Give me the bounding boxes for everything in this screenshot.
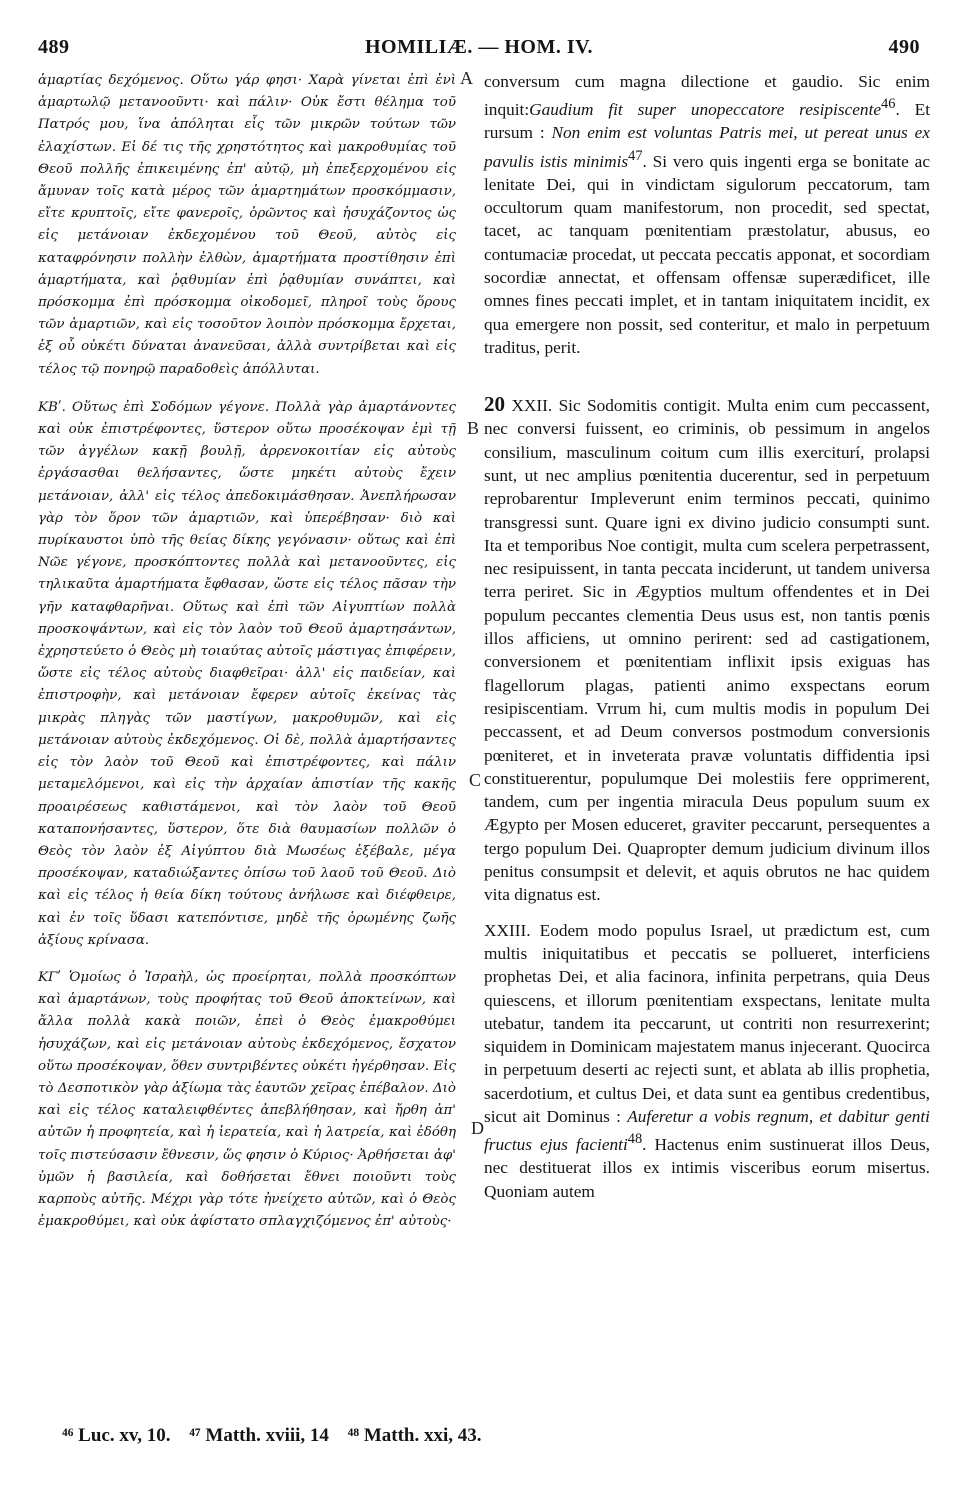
scripture-quote: Auferetur a vobis regnum, et dabitur genti fructus ejus facienti [484, 1107, 930, 1155]
footnote-46: ⁴⁶ Luc. xv, 10. [62, 1425, 171, 1446]
latin-text: . Et rursum : [484, 100, 930, 143]
margin-letter-d: D [471, 1118, 484, 1138]
running-header [38, 36, 920, 60]
latin-paragraph-1 [484, 70, 930, 359]
footnote-48: ⁴⁸ Matth. xxi, 43. [347, 1425, 482, 1446]
latin-paragraph-22 [484, 393, 930, 907]
latin-text: XXII. Sic Sodomitis contigit. Multa enim cum peccassent, nec conversi fuissent, eo criminis, ob pessimum in angelos consilium, masculinum coitum cum illis exerciturí, prolapsi sunt, ut nec amplius pœnitentia ducerentur, sed in perpetuum reprobarentur Impleverunt enim terminos peccati, quinimo transgressi sunt. Quare igni ex divino judicio consumpti sunt. Ita et temporibus Noe contigit, multa cum scelera perpetrassent, nec resipuissent, in tanta peccata inciderunt, ut tandem universa terra periret. Sic in Ægyptios multum offendentes et in Dei populum peccantes clementia Deus usus est, non tantis pœnis illos afficiens, ut omnino perirent: sed ad castigationem, conversionem et pœnitentiam inflixit ipsis exiguas has flagellorum plagas, patienti animo exspectans eorum resipiscentiam. Vrrum hi, cum multis modis in populum Dei peccassent, et ad Deum conversos postmodum conversionis pœniteret, et in inveterata pravæ voluntatis diffidentia ipsi constituerentur, populumque Dei molestiis fere opprimerent, tandem, cum per ingentia miracula Deus populum suum ex Ægypto per Mosen educeret, graviter peccarunt, persequentes a tergo populum Dei. Quapropter demum judicium divinum illos penitus consumpsit et delevit, et aquis obrutos ne hac quidem vita dignatus est. [484, 396, 930, 905]
margin-letter-a: A [460, 68, 473, 88]
greek-paragraph-23: ΚΓʹ Ὁμοίως ὁ Ἰσραὴλ, ὡς προείρηται, πολλὰ προσκόπτων καὶ ἁμαρτάνων, τοὺς προφήτας τοῦ Θεοῦ ἀποκτείνων, καὶ ἄλλα πολλὰ κακὰ ποιῶν, ἐπεὶ ὁ Θεὸς ἐμακροθύμει ἡσυχάζων, καὶ εἰς μετάνοιαν αὐτοὺς ἐκδεχόμενος, ἔσχατον οὕτω προσέκοψαν, ὅθεν συντριβέντες οὐκέτι ἠγέρθησαν. Εἰς τὸ Δεσποτικὸν γὰρ ἀξίωμα τὰς ἑαυτῶν χεῖρας ἐπέβαλον. Διὸ καὶ εἰς τέλος καταλειφθέντες ἀπεβλήθησαν, καὶ ἤρθη ἀπ' αὐτῶν ἡ προφητεία, καὶ ἡ ἱερατεία, καὶ ἡ λατρεία, καὶ ἐδόθη τοῖς πιστεύσασιν ἔθνεσιν, ὥς φησιν ὁ Κύριος· Ἀρθήσεται ἀφ' ὑμῶν ἡ βασιλεία, καὶ δοθήσεται ἔθνει ποιοῦντι τοὺς καρποὺς αὐτῆς. Μέχρι γὰρ τότε ἠνείχετο αὐτῶν, καὶ ὁ Θεὸς ἐμακροθύμει, καὶ οὐκ ἀφίστατο σπλαγχιζόμενος ἐπ' αὐτοὺς· [38, 969, 456, 1230]
page-number-left: 489 [38, 36, 70, 58]
scripture-quote: Non enim est voluntas Patris mei, ut pereat unus ex pavulis istis minimis [484, 123, 930, 171]
footnote-ref: 47 [628, 147, 643, 164]
page-number-right: 490 [888, 36, 920, 58]
latin-column [484, 70, 930, 1203]
latin-paragraph-23 [484, 919, 930, 1203]
footnote-ref: 48 [627, 1131, 643, 1148]
footnote-47: ⁴⁷ Matth. xviii, 14 [189, 1425, 329, 1446]
scripture-quote: Gaudium fit super unopeccatore resipiscente [529, 100, 882, 120]
section-number: 20 [484, 392, 505, 417]
greek-column [38, 70, 456, 1233]
running-title: HOMILIÆ. — HOM. IV. [364, 36, 594, 58]
margin-letter-b: B [467, 418, 480, 438]
latin-text: . Hactenus enim sustinuerat illos Deus, nec destituerat illos ex intimis visceribus eorum misertus. Quoniam autem [484, 1135, 930, 1201]
footnote-ref: 46 [881, 96, 896, 113]
margin-letter-c: C [469, 770, 482, 790]
greek-paragraph-1: ἁμαρτίας δεχόμενος. Οὕτω γάρ φησι· Χαρὰ γίνεται ἐπὶ ἑνὶ ἁμαρτωλῷ μετανοοῦντι· καὶ πάλιν· Οὐκ ἔστι θέλημα τοῦ Πατρός μου, ἵνα ἀπόληται εἷς τῶν μικρῶν τούτων τῶν ἐλαχίστων. Εἰ δέ τις τῆς χρηστότητος καὶ μακροθυμίας τοῦ Θεοῦ πολλῆς ἐπικειμένης ἐπ' αὐτῷ, μὴ ἐπεξερχομένου εἰς ἄμυναν τοῖς κατὰ μέρος τῶν ἁμαρτημάτων προσκόμμασιν, εἴτε κρυπτοῖς, εἴτε φανεροῖς, ὁρῶντος καὶ ἡσυχάζοντος ὡς εἰς μετάνοιαν ἐκδεχομένου τοῦ Θεοῦ, αὐτὸς εἰς καταφρόνησιν πολλὴν ἐλθὼν, ἁμαρτήματα προστίθησιν ἐπὶ ἁμαρτήματα, καὶ ῥᾳθυμίαν ἐπὶ ῥᾳθυμίαν συνάπτει, καὶ πρόσκομμα ἐπὶ πρόσκομμα οἰκοδομεῖ, πληροῖ τοὺς ὅρους τῶν ἁμαρτιῶν, καὶ εἰς τοσοῦτον λοιπὸν πρόσκομμα ἔρχεται, ἐξ οὗ οὐκέτι δύναται ἀνανεῦσαι, ἀλλὰ συντρίβεται καὶ εἰς τέλος τῷ πονηρῷ παραδοθεὶς ἀπόλλυται. [38, 73, 456, 377]
greek-paragraph-22: ΚΒʹ. Οὕτως ἐπὶ Σοδόμων γέγονε. Πολλὰ γὰρ ἁμαρτάνοντες καὶ οὐκ ἐπιστρέφοντες, ὕστερον οὕτω προσέκοψαν ἐμὶ τῇ τῶν ἀγγέλων κακῇ βουλῇ, ἀρρενοκοιτίαν εἰς αὐτοὺς ἐργάσασθαι θελήσαντες, ὥστε μηκέτι αὐτοὺς ἔχειν μετάνοιαν, ἀλλ' εἰς τέλος ἀπεδοκιμάσθησαν. Ἀνεπλήρωσαν γὰρ τὸν ὅρον τῶν ἁμαρτιῶν, καὶ ὑπερέβησαν· διὸ καὶ πυρίκαυστοι ὑπὸ τῆς θείας δίκης γεγόνασιν· οὕτως καὶ ἐπὶ Νῶε γέγονε, προσκόπτοντες πολλὰ καὶ μετανοοῦντες, εἰς τηλικαῦτα ἁμαρτήματα ἔφθασαν, ὥστε εἰς τέλος πᾶσαν τὴν γῆν καταφθαρῆναι. Οὕτως καὶ ἐπὶ τῶν Αἰγυπτίων πολλὰ προσκοψάντων, καὶ εἰς τὸν λαὸν τοῦ Θεοῦ ἁμαρτησάντων, ἐχρηστεύετο ὁ Θεὸς μὴ τοιαύτας αὐτοῖς μάστιγας ἐπιφέρειν, ὥστε εἰς τέλος αὐτοὺς διαφθεῖραι· ἀλλ' εἰς παιδείαν, καὶ ἐπιστροφὴν, καὶ μετάνοιαν ἔφερεν αὐτοῖς ἐκείνας τὰς μικρὰς πληγὰς τῶν μαστίγων, μακροθυμῶν, καὶ εἰς μετάνοιαν αὐτοὺς ἐκδεχόμενος. Οἱ δὲ, πολλὰ ἁμαρτήσαντες εἰς τὸν λαὸν τοῦ Θεοῦ καὶ ἐπιστρέφοντες, καὶ πάλιν μεταμελόμενοι, καὶ εἰς τὴν ἀρχαίαν ἀπιστίαν τῆς κακῆς προαιρέσεως καθιστάμενοι, καὶ τὸν λαὸν τοῦ Θεοῦ καταπονήσαντες, ὕστερον, ὅτε διὰ θαυμασίων πολλῶν ὁ Θεὸς τὸν λαὸν ἐξ Αἰγύπτου διὰ Μωσέως ἐξέβαλε, μέγα προσέκοψαν, καταδιώξαντες ὀπίσω τοῦ λαοῦ τοῦ Θεοῦ. Διὸ καὶ εἰς τέλος ἡ θεία δίκη τούτους ἀνήλωσε καὶ διέφθειρε, καὶ ἐν τοῖς ὕδασι κατεπόντισε, μηδὲ τῆς ὁρωμένης ζωῆς ἀξίους κρίνασα. [38, 399, 456, 948]
footnotes [62, 1425, 762, 1447]
latin-text: XXIII. Eodem modo populus Israel, ut prædictum est, cum multis iniquitatibus et peccatis se pollueret, interficiens prophetas Dei, et alia facinora, infinita perpetrans, quia Deus quiescens, et illorum pœnitentiam exspectans, lenitate multa utebatur, tandem ita peccarunt, ut contriti non resurrexerint; siquidem in Dominicam majestatem manus injecerant. Quocirca in perpetuum deserti ac rejecti sunt, et ablata ab illis prophetia, sacerdotium, et cultus Dei, et data sunt ea gentibus credentibus, sicut ait Dominus : [484, 920, 930, 1126]
latin-text: . Si vero quis ingenti erga se bonitate ac lenitate Dei, qui in vindictam sigulorum peccatorum, tam occultorum quam manifestorum, non procedit, sed spectat, tacet, ac tanquam pœnitentiam præstolatur, abusus, eo contumaciæ procedat, ut peccata peccatis apponat, et socordiam socordiæ annectat, et offensam offensæ superædificet, ille omnes fines peccati implet, et in tantam iniquitatem incidit, ex qua emergere non possit, sed conteritur, et malo in perpetuum traditus, perit. [484, 151, 930, 357]
latin-text: conversum cum magna dilectione et gaudio. Sic enim inquit: [484, 72, 930, 120]
